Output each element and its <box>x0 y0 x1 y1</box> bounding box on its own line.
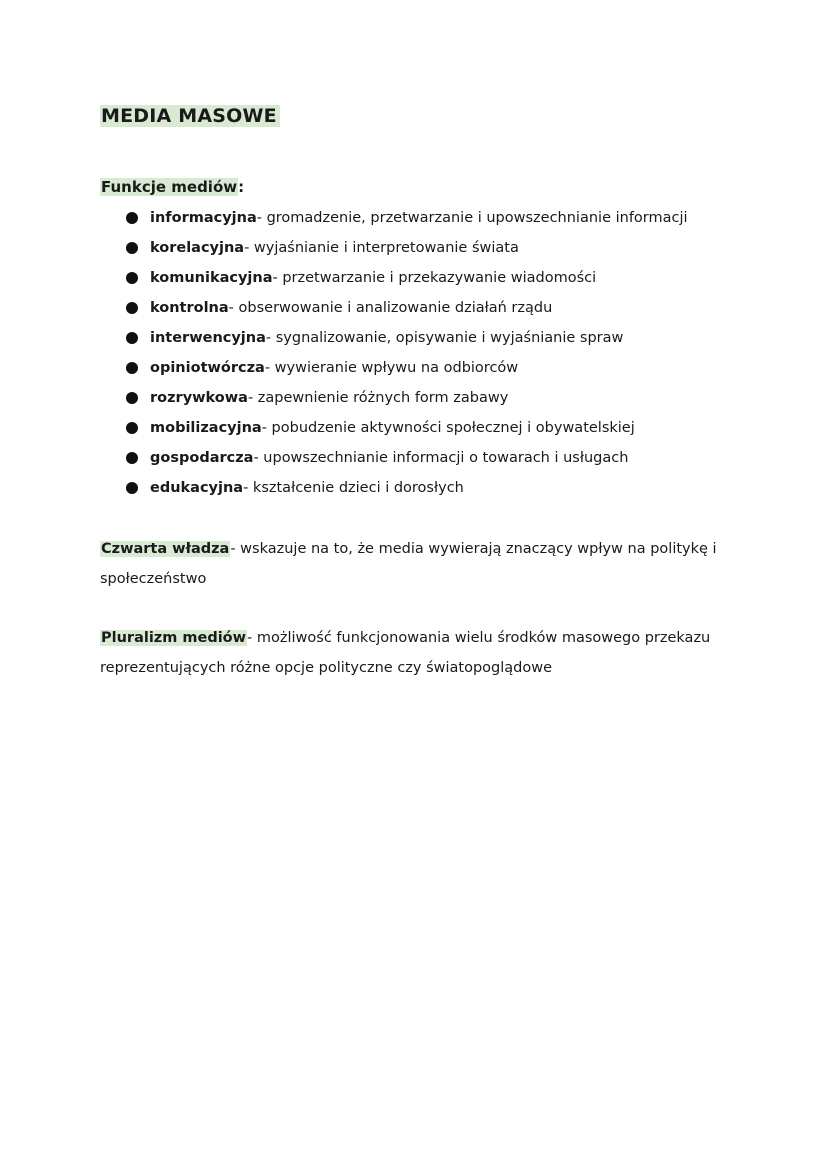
list-item <box>126 353 688 383</box>
list-item <box>126 473 688 503</box>
bullet-icon <box>126 422 138 434</box>
function-term: interwencyjna <box>150 330 266 346</box>
bullet-icon <box>126 272 138 284</box>
czwarta-wladza-term: Czwarta władza <box>101 541 230 557</box>
function-term: opiniotwórcza <box>150 360 265 376</box>
list-item <box>126 323 688 353</box>
page-title <box>100 100 280 132</box>
pluralizm-term: Pluralizm mediów <box>101 630 247 646</box>
list-item <box>126 203 688 233</box>
function-description: - przetwarzanie i przekazywanie wiadomości <box>272 270 597 286</box>
function-term: komunikacyjna <box>150 270 273 286</box>
list-item <box>126 413 688 443</box>
function-term: informacyjna <box>150 210 257 226</box>
list-item <box>126 263 688 293</box>
function-description: - kształcenie dzieci i dorosłych <box>243 480 464 496</box>
pluralizm-description: - możliwość funkcjonowania wielu środków masowego przekazu reprezentujących różne opcje polityczne czy światopoglądowe <box>100 630 711 676</box>
function-term: kontrolna <box>150 300 229 316</box>
bullet-icon <box>126 452 138 464</box>
czwarta-wladza-paragraph <box>100 534 740 594</box>
functions-heading-highlight: Funkcje mediów <box>101 178 238 196</box>
pluralizm-paragraph <box>100 623 740 683</box>
function-term: edukacyjna <box>150 480 244 496</box>
list-item <box>126 233 688 263</box>
list-item <box>126 383 688 413</box>
function-description: - obserwowanie i analizowanie działań rządu <box>228 300 553 316</box>
bullet-icon <box>126 212 138 224</box>
function-description: - gromadzenie, przetwarzanie i upowszechnianie informacji <box>256 210 688 226</box>
function-description: - wywieranie wpływu na odbiorców <box>264 360 519 376</box>
function-term: korelacyjna <box>150 240 245 256</box>
function-description: - wyjaśnianie i interpretowanie świata <box>244 240 519 256</box>
list-item <box>126 293 688 323</box>
bullet-icon <box>126 302 138 314</box>
function-description: - pobudzenie aktywności społecznej i obywatelskiej <box>261 420 635 436</box>
bullet-icon <box>126 392 138 404</box>
bullet-icon <box>126 242 138 254</box>
function-term: rozrywkowa <box>150 390 248 406</box>
functions-heading-colon: : <box>238 178 245 196</box>
bullet-icon <box>126 332 138 344</box>
function-term: gospodarcza <box>150 450 254 466</box>
czwarta-wladza-description: - wskazuje na to, że media wywierają znaczący wpływ na politykę i społeczeństwo <box>100 541 717 587</box>
function-description: - sygnalizowanie, opisywanie i wyjaśnianie spraw <box>265 330 624 346</box>
bullet-icon <box>126 362 138 374</box>
functions-list <box>126 203 688 503</box>
function-description: - upowszechnianie informacji o towarach i usługach <box>253 450 629 466</box>
function-description: - zapewnienie różnych form zabawy <box>247 390 509 406</box>
title-highlight: MEDIA MASOWE <box>100 105 280 127</box>
functions-heading <box>100 174 244 200</box>
bullet-icon <box>126 482 138 494</box>
function-term: mobilizacyjna <box>150 420 262 436</box>
list-item <box>126 443 688 473</box>
